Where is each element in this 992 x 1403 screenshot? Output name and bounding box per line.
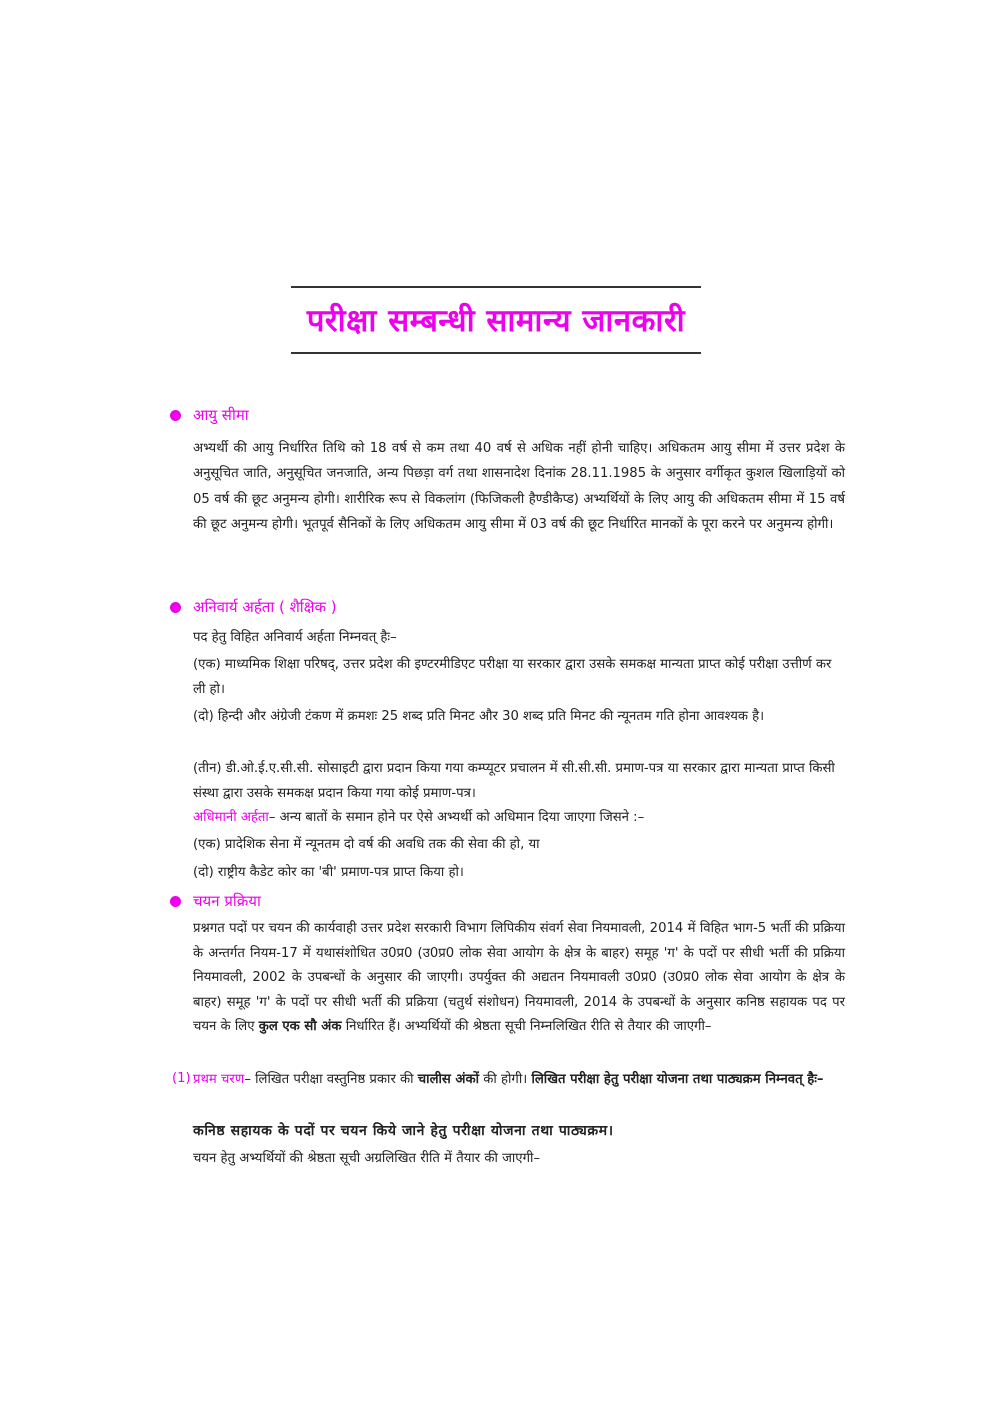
step-marks: चालीस अंकों xyxy=(417,1072,480,1087)
selection-total-marks: कुल एक सौ अंक xyxy=(258,1019,342,1035)
section-heading-selection xyxy=(170,891,261,911)
bullet-icon xyxy=(170,410,181,421)
preferential-qualification xyxy=(193,807,845,829)
page-title-box xyxy=(291,286,701,354)
section-heading-age xyxy=(170,405,249,425)
section-heading-age-label: आयु सीमा xyxy=(193,406,249,424)
step-label: प्रथम चरण xyxy=(193,1072,245,1087)
qualification-intro: पद हेतु विहित अनिवार्य अर्हता निम्नवत् हैः– xyxy=(193,630,397,645)
preferential-label: अधिमानी अर्हता xyxy=(193,810,269,825)
selection-text-b: निर्धारित हैं। अभ्यर्थियों की श्रेष्ठता सूची निम्नलिखित रीति से तैयार की जाएगी– xyxy=(341,1019,712,1035)
step-text-b: की होगी। xyxy=(479,1072,532,1087)
qualification-item-2: (दो) हिन्दी और अंग्रेजी टंकण में क्रमशः 25 शब्द प्रति मिनट और 30 शब्द प्रति मिनट की न्यूनतम गति होना आवश्यक है। xyxy=(193,709,765,724)
qualification-item-1: (एक) माध्यमिक शिक्षा परिषद्, उत्तर प्रदेश की इण्टरमीडिएट परीक्षा या सरकार द्वारा उसके समकक्ष मान्यता प्राप्त कोई परीक्षा उत्तीर्ण कर ली हो। xyxy=(193,657,832,697)
age-paragraph: अभ्यर्थी की आयु निर्धारित तिथि को 18 वर्ष से कम तथा 40 वर्ष से अधिक नहीं होनी चाहिए। अधिकतम आयु सीमा में उत्तर प्रदेश के अनुसूचित जाति, अनुसूचित जनजाति, अन्य पिछड़ा वर्ग तथा शासनादेश दिनांक 28.11.1985 के अनुसार वर्गीकृत कुशल खिलाड़ियों को 05 वर्ष की छूट अनुमन्य होगी। शारीरिक रूप से विकलांग (फिजिकली हैण्डीकैप्ड) अभ्यर्थियों के लिए आयु की अधिकतम सीमा में 15 वर्ष की छूट अनुमन्य होगी। भूतपूर्व सैनिकों के लिए अधिकतम आयु सीमा में 03 वर्ष की छूट निर्धारित मानकों के पूरा करने पर अनुमन्य होगी। xyxy=(193,441,845,532)
step-paragraph xyxy=(193,1067,845,1092)
selection-text-a: प्रश्नगत पदों पर चयन की कार्यवाही उत्तर प्रदेश सरकारी विभाग लिपिकीय संवर्ग सेवा नियमावली, 2014 में विहित भाग-5 भर्ती की प्रक्रिया के अन्तर्गत नियम-17 में यथासंशोधित उ0प्र0 (उ0प्र0 लोक सेवा आयोग के क्षेत्र के बाहर) समूह 'ग' के पदों पर सीधी भर्ती की प्रक्रिया नियमावली, 2002 के उपबन्धों के अनुसार की जाएगी। उपर्युक्त की अद्यतन नियमावली उ0प्र0 (उ0प्र0 लोक सेवा आयोग के क्षेत्र के बाहर) समूह 'ग' के पदों पर सीधी भर्ती की प्रक्रिया (चतुर्थ संशोधन) नियमावली, 2014 के उपबन्धों के अनुसार कनिष्ठ सहायक पद पर चयन के लिए xyxy=(193,921,845,1035)
scheme-subheading: कनिष्ठ सहायक के पदों पर चयन किये जाने हेतु परीक्षा योजना तथा पाठ्यक्रम। xyxy=(193,1123,614,1139)
section-heading-qualification xyxy=(170,597,337,617)
step-number: (1) xyxy=(172,1071,191,1086)
bullet-icon xyxy=(170,896,181,907)
section-heading-qualification-label: अनिवार्य अर्हता ( शैक्षिक ) xyxy=(193,598,337,616)
step-text-a: – लिखित परीक्षा वस्तुनिष्ठ प्रकार की xyxy=(244,1072,418,1087)
merit-list-line: चयन हेतु अभ्यर्थियों की श्रेष्ठता सूची अग्रलिखित रीति में तैयार की जाएगी– xyxy=(193,1151,541,1166)
page-title: परीक्षा सम्बन्धी सामान्य जानकारी xyxy=(306,303,686,339)
qualification-item-3: (तीन) डी.ओ.ई.ए.सी.सी. सोसाइटी द्वारा प्रदान किया गया कम्प्यूटर प्रचालन में सी.सी.सी. प्रमाण-पत्र या सरकार द्वारा मान्यता प्राप्त किसी संस्था द्वारा उसके समकक्ष प्रदान किया गया कोई प्रमाण-पत्र। xyxy=(193,761,835,801)
preferential-item-2: (दो) राष्ट्रीय कैडेट कोर का 'बी' प्रमाण-पत्र प्राप्त किया हो। xyxy=(193,865,464,880)
preferential-item-1: (एक) प्रादेशिक सेना में न्यूनतम दो वर्ष की अवधि तक की सेवा की हो, या xyxy=(193,837,540,852)
step-scheme: लिखित परीक्षा हेतु परीक्षा योजना तथा पाठ्यक्रम निम्नवत् हैः– xyxy=(531,1072,824,1087)
section-heading-selection-label: चयन प्रक्रिया xyxy=(193,892,261,910)
selection-paragraph xyxy=(193,917,845,1040)
bullet-icon xyxy=(170,602,181,613)
preferential-text: – अन्य बातों के समान होने पर ऐसे अभ्यर्थी को अधिमान दिया जाएगा जिसने :– xyxy=(268,810,645,825)
